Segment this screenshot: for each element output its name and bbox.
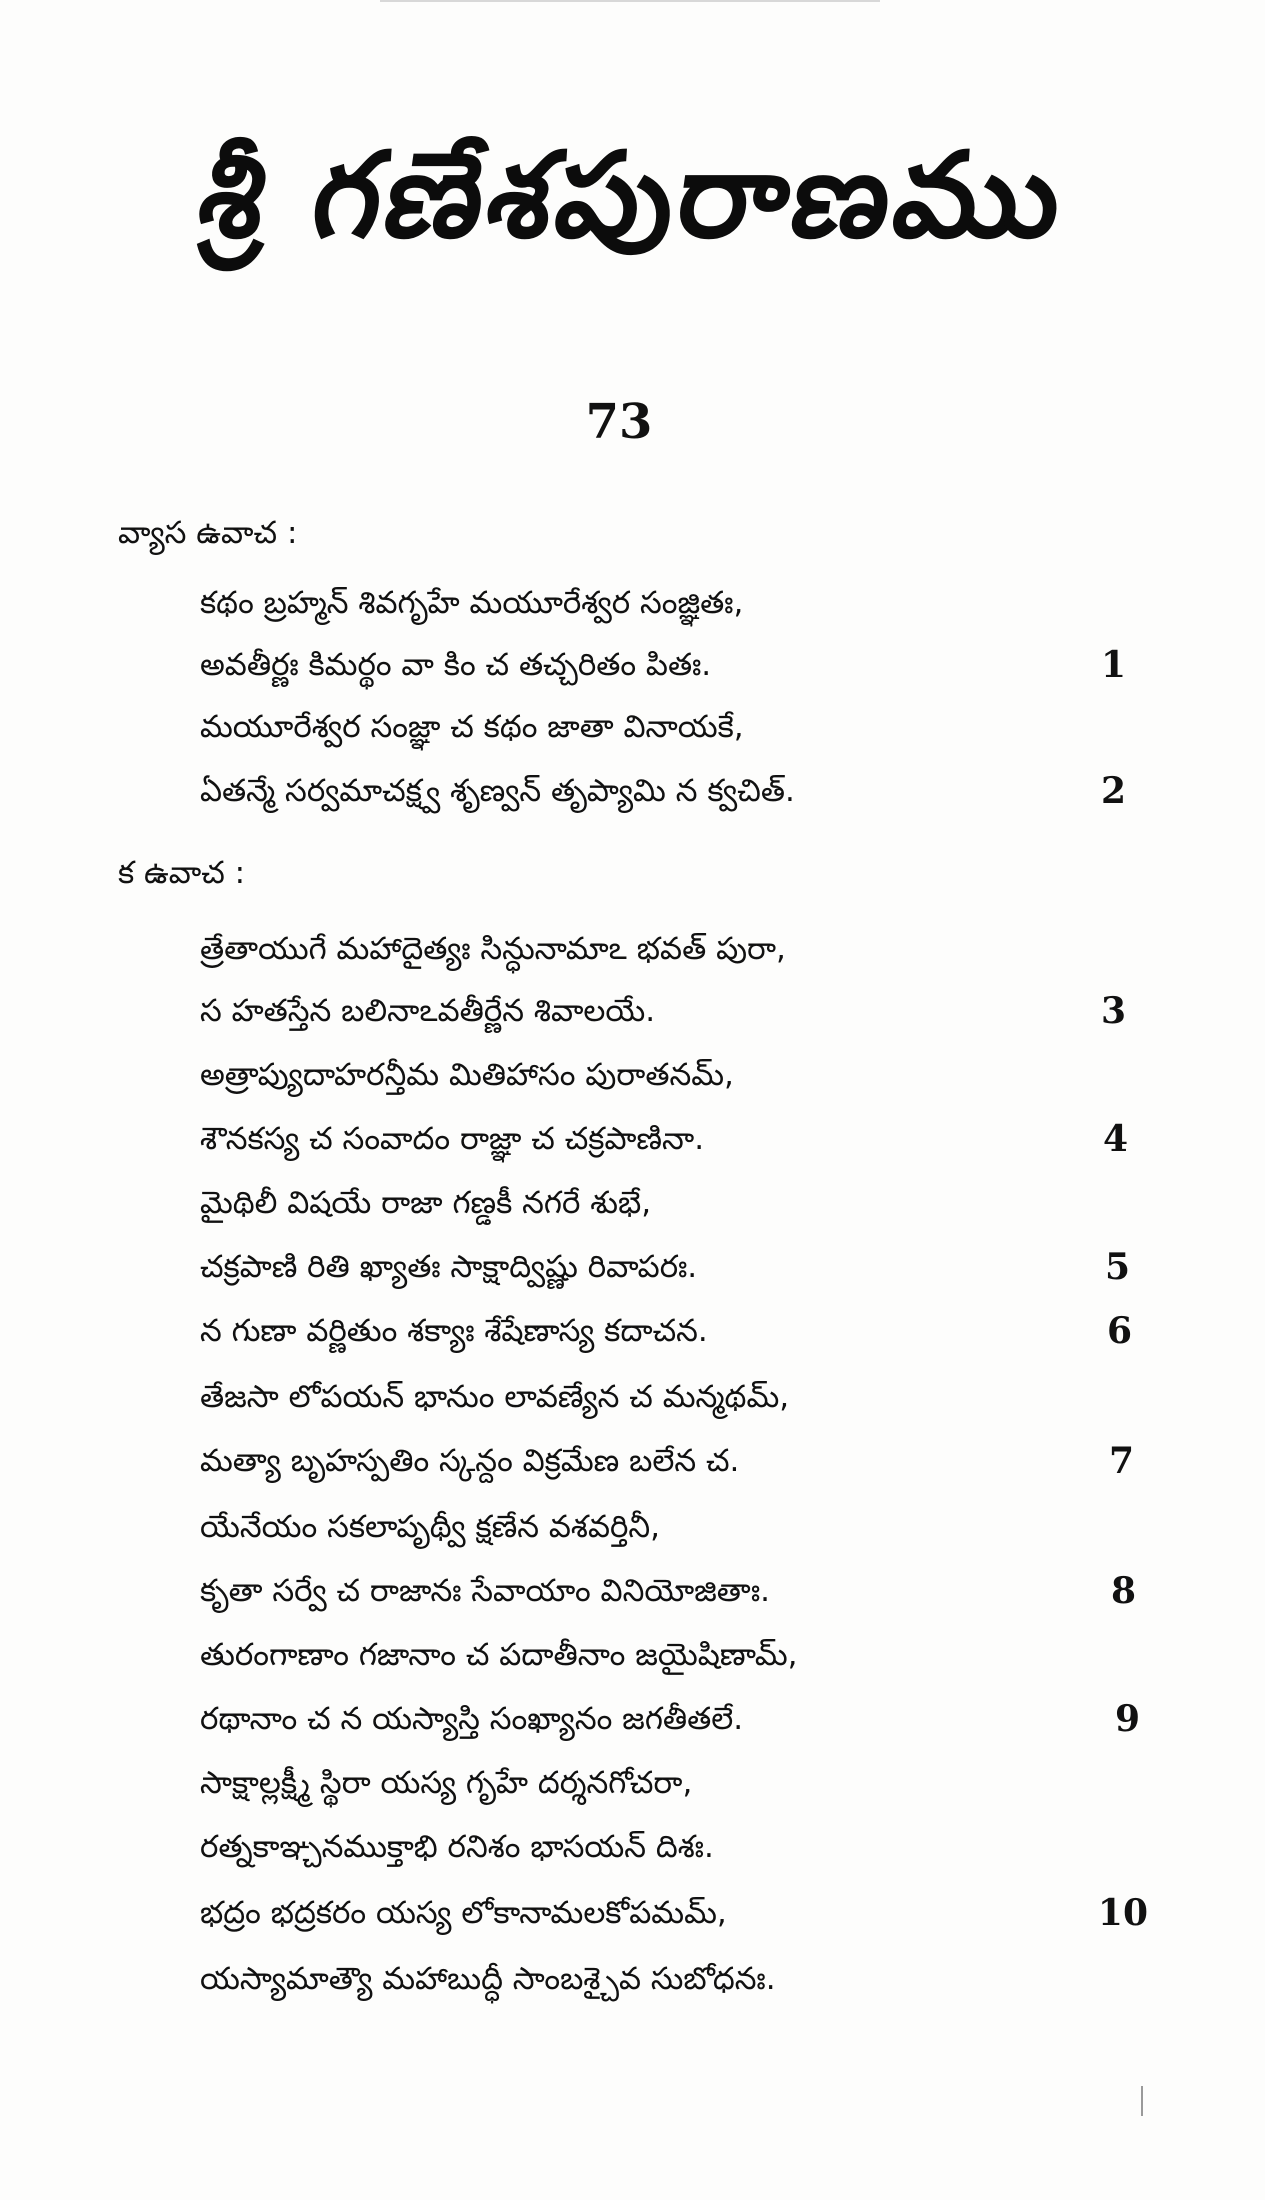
verse-line: త్రేతాయుగే మహాదైత్యః సిన్ధునామాఽ భవత్ పురా, bbox=[200, 931, 786, 967]
verse-line: తేజసా లోపయన్ భానుం లావణ్యేన చ మన్మథమ్, bbox=[200, 1379, 790, 1415]
verse-number: 8 bbox=[1110, 1570, 1136, 1612]
verse-number: 3 bbox=[1100, 990, 1126, 1032]
verse-number: 10 bbox=[1097, 1892, 1148, 1934]
verse-line: న గుణా వర్ణితుం శక్యాః శేషేణాస్య కదాచన. bbox=[200, 1313, 708, 1349]
verse-number: 2 bbox=[1100, 770, 1126, 812]
verse-number: 7 bbox=[1108, 1440, 1134, 1482]
speaker-heading-ka: క ఉవాచ : bbox=[118, 855, 246, 891]
verse-line: సాక్షాల్లక్ష్మీ స్థిరా యస్య గృహే దర్శనగోచరా, bbox=[200, 1765, 693, 1801]
verse-line: మైథిలీ విషయే రాజా గణ్డకీ నగరే శుభే, bbox=[200, 1185, 652, 1221]
verse-number: 5 bbox=[1104, 1246, 1130, 1288]
book-title: శ్రీ గణేశపురాణము bbox=[190, 125, 1075, 264]
verse-line: చక్రపాణి రితి ఖ్యాతః సాక్షాద్విష్ణు రివాపరః. bbox=[200, 1249, 698, 1285]
verse-line: కృతా సర్వే చ రాజానః సేవాయాం వినియోజితాః. bbox=[200, 1573, 771, 1609]
verse-number: 1 bbox=[1100, 644, 1126, 686]
verse-number: 9 bbox=[1114, 1698, 1140, 1740]
verse-line: కథం బ్రహ్మన్ శివగృహే మయూరేశ్వర సంజ్ఞితః, bbox=[200, 585, 744, 621]
verse-line: శౌనకస్య చ సంవాదం రాజ్ఞా చ చక్రపాణినా. bbox=[200, 1121, 705, 1157]
verse-number: 4 bbox=[1102, 1118, 1128, 1160]
verse-line: యస్యామాత్యౌ మహాబుద్ధీ సాంబశ్చైవ సుబోధనః. bbox=[200, 1961, 776, 1997]
speaker-heading-vyasa: వ్యాస ఉవాచ : bbox=[118, 515, 298, 551]
verse-line: అవతీర్ణః కిమర్థం వా కిం చ తచ్చరితం పితః. bbox=[200, 647, 712, 683]
page-edge-mark bbox=[1141, 2086, 1143, 2116]
verse-line: స హతస్తేన బలినాఽవతీర్ణేన శివాలయే. bbox=[200, 993, 656, 1029]
verse-line: మత్యా బృహస్పతిం స్కన్దం విక్రమేణ బలేన చ. bbox=[200, 1443, 740, 1479]
top-edge-rule bbox=[380, 0, 880, 2]
verse-line: తురంగాణాం గజానాం చ పదాతీనాం జయైషిణామ్, bbox=[200, 1637, 798, 1673]
verse-line: అత్రాప్యుదాహరన్తీమ మితిహాసం పురాతనమ్, bbox=[200, 1057, 734, 1093]
verse-line: ఏతన్మే సర్వమాచక్ష్వ శృణ్వన్ తృప్యామి న క్వచిత్. bbox=[200, 773, 795, 809]
verse-line: మయూరేశ్వర సంజ్ఞా చ కథం జాతా వినాయకే, bbox=[200, 709, 744, 745]
verse-line: రత్నకాఞ్చనముక్తాభి రనిశం భాసయన్ దిశః. bbox=[200, 1829, 714, 1865]
chapter-number: 73 bbox=[585, 394, 653, 450]
verse-number: 6 bbox=[1106, 1310, 1132, 1352]
verse-line: యేనేయం సకలాపృథ్వీ క్షణేన వశవర్తినీ, bbox=[200, 1509, 660, 1545]
verse-line: భద్రం భద్రకరం యస్య లోకానామలకోపమమ్, bbox=[200, 1895, 727, 1931]
verse-line: రథానాం చ న యస్యాస్తి సంఖ్యానం జగతీతలే. bbox=[200, 1701, 744, 1737]
